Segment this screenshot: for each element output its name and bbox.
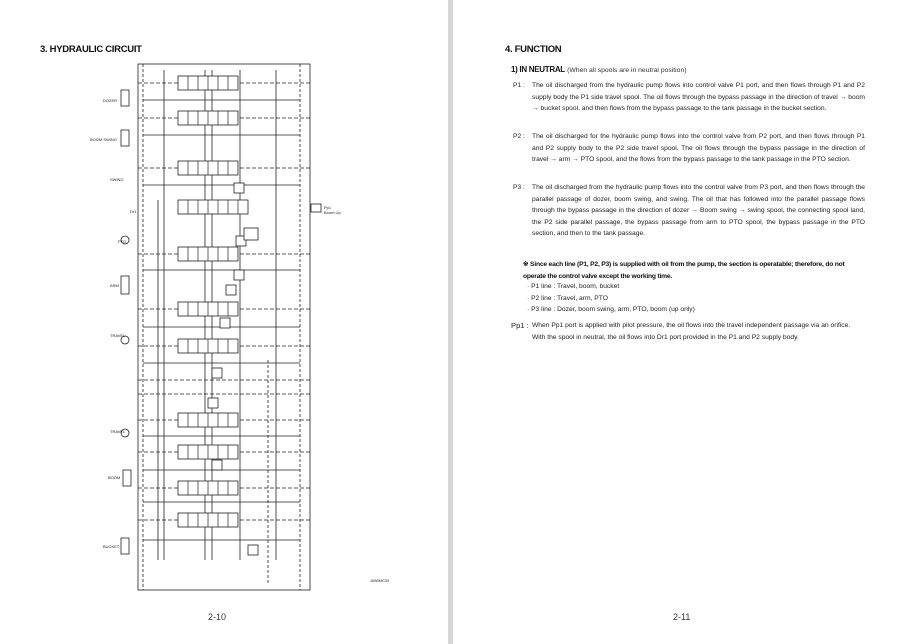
page-number: 2-11 [673, 612, 691, 622]
label-pto: PTO [118, 239, 127, 244]
paragraph-text: The oil discharged for the hydraulic pump flows into the control valve from P2 port, and then flows through P1 and P2 supply body to the P2 side travel spool. The oil flows through the bypass passage in the direction of travel → arm → PTO spool, and the flows from the bypass passage to the tank passage in the PTO section. [532, 133, 865, 164]
page-heading: 3. HYDRAULIC CIRCUIT [40, 44, 142, 55]
subheading-title: 1) IN NEUTRAL [511, 65, 565, 74]
paragraph-label: P1 : [513, 82, 525, 89]
paragraph-label: Pp1 : [511, 321, 529, 330]
line-list [527, 281, 695, 316]
paragraph-p1 [513, 80, 865, 115]
label-boom-swing: BOOM SWING [90, 137, 117, 142]
label-arm: ARM [110, 283, 119, 288]
label-travel-lower: TRAVEL [110, 429, 126, 434]
right-page [453, 0, 910, 644]
label-dozer: DOZER [103, 98, 117, 103]
label-bucket: BUCKET [103, 544, 120, 549]
label-pp1: Pp1 [324, 205, 332, 210]
page-number: 2-10 [208, 612, 227, 622]
caution-note: ※ Since each line (P1, P2, P3) is supplied with oil from the pump, the section is operatable; therefore, do not operate the control valve except the working time. [523, 261, 845, 280]
subheading-note: (When all spools are in neutral position) [567, 67, 687, 74]
paragraph-p2 [513, 131, 865, 166]
label-travel-upper: TRAVEL [110, 333, 126, 338]
label-boom: BOOM [108, 475, 121, 480]
subheading [511, 65, 687, 74]
paragraph-text-2: With the spool in neutral, the oil flows into Dr1 port provided in the P1 and P2 supply body. [532, 333, 799, 341]
left-page [0, 0, 448, 644]
line-item-p3: · P3 line : Dozer, boom swing, arm, PTO, boom (up only) [527, 306, 695, 313]
line-item-p1: · P1 line : Travel, boom, bucket [527, 283, 620, 290]
label-boom-up: Boom Up [324, 210, 341, 215]
paragraph-p3 [513, 182, 865, 240]
paragraph-text: The oil discharged from the hydraulic pump flows into the control valve from P3 port, and then flows through the parallel passage of dozer, boom swing, and swing. The oil that has followed into the parallel passage flows through the bypass passage in the direction of dozer → Boom swing → swing spool, the connecting spool land, the P2 side parallel passage, the bypass passage from arm to PTO spool, the bypass passage in the PTO section, and then to the tank passage. [532, 184, 865, 238]
line-item-p2: · P2 line : Travel, arm, PTO [527, 294, 608, 302]
label-swing: SWING [110, 177, 124, 182]
label-dr1: Dr1 [130, 209, 137, 214]
paragraph-pp1 [511, 320, 865, 343]
paragraph-text: When Pp1 port is applied with pilot pressure, the oil flows into the travel independent passage via an orifice. [532, 322, 851, 329]
hydraulic-circuit-diagram [0, 0, 448, 600]
paragraph-label: P2 : [513, 133, 525, 140]
paragraph-label: P3 : [513, 184, 525, 191]
section-heading: 4. FUNCTION [505, 44, 562, 55]
figure-code: 16W9MC05 [370, 579, 389, 583]
paragraph-text: The oil discharged from the hydraulic pump flows into control valve P1 port, and then flows through P1 and P2 supply body the P1 side travel spool. The oil flows through the bypass passage in the direction of travel → boom → bucket spool, and then flows from the bypass passage to the tank passage in the bucket section. [532, 82, 865, 113]
